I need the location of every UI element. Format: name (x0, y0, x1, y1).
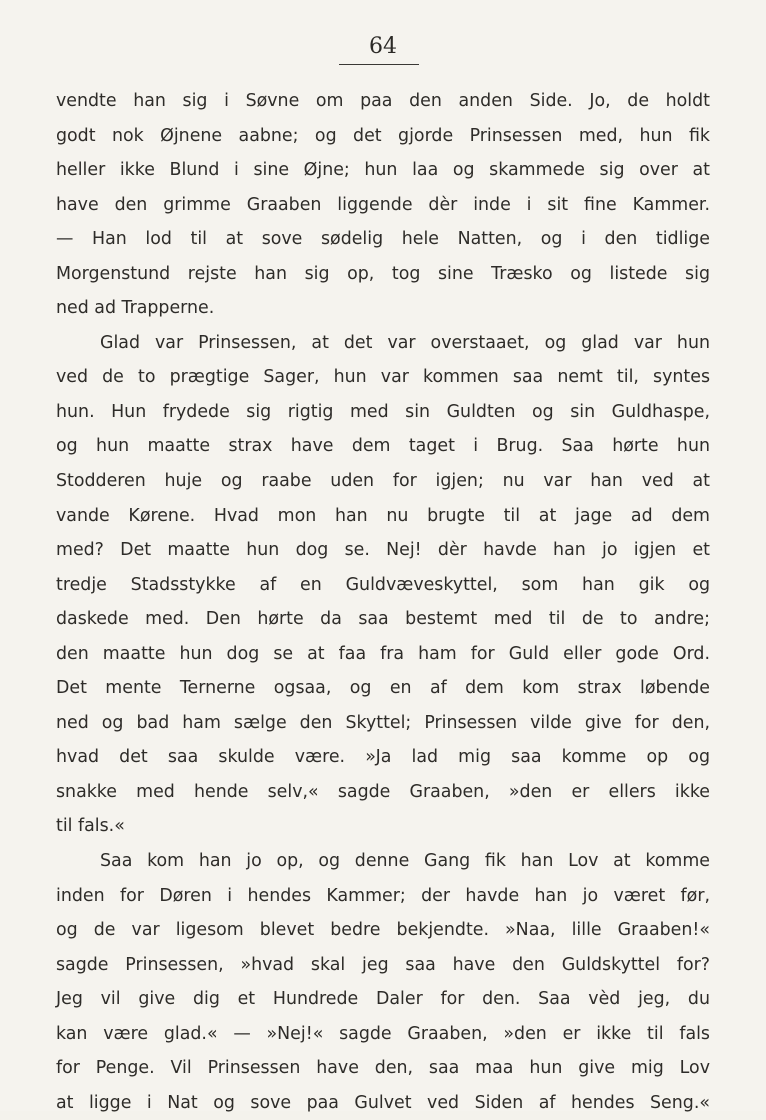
text-line: godt nok Øjnene aabne; og det gjorde Prinsessen med, hun fik (56, 125, 710, 146)
text-line: ved de to prægtige Sager, hun var kommen saa nemt til, syntes (56, 367, 710, 388)
text-line: vande Kørene. Hvad mon han nu brugte til at jage ad dem (56, 505, 710, 526)
text-line: hvad det saa skulde være. »Ja lad mig saa komme op og (56, 747, 710, 768)
text-line: heller ikke Blund i sine Øjne; hun laa og skammede sig over at (56, 160, 710, 181)
text-line: til fals.« (56, 816, 125, 837)
text-line: sagde Prinsessen, »hvad skal jeg saa have den Guldskyttel for? (56, 954, 710, 975)
body-text (56, 84, 710, 1120)
text-line: tredje Stadsstykke af en Guldvæveskyttel, som han gik og (56, 574, 710, 595)
text-line: Jeg vil give dig et Hundrede Daler for den. Saa vèd jeg, du (56, 989, 710, 1010)
text-line: Saa kom han jo op, og denne Gang fik han Lov at komme (100, 851, 710, 872)
text-line: inden for Døren i hendes Kammer; der havde han jo været før, (56, 885, 710, 906)
text-line: ned og bad ham sælge den Skyttel; Prinsessen vilde give for den, (56, 712, 710, 733)
text-line: Morgenstund rejste han sig op, tog sine Træsko og listede sig (56, 263, 710, 284)
text-line: og hun maatte strax have dem taget i Brug. Saa hørte hun (56, 436, 710, 457)
text-line: hun. Hun frydede sig rigtig med sin Guldten og sin Guldhaspe, (56, 401, 710, 422)
text-line: vendte han sig i Søvne om paa den anden Side. Jo, de holdt (56, 91, 710, 111)
text-line: — Han lod til at sove sødelig hele Natten, og i den tidlige (56, 229, 710, 250)
text-line: kan være glad.« — »Nej!« sagde Graaben, »den er ikke til fals (56, 1023, 710, 1044)
text-line: og de var ligesom blevet bedre bekjendte. »Naa, lille Graaben!« (56, 920, 710, 941)
page-number-rule (339, 64, 419, 65)
text-line: at ligge i Nat og sove paa Gulvet ved Siden af hendes Seng.« (56, 1092, 710, 1113)
text-line: Stodderen huje og raabe uden for igjen; nu var han ved at (56, 471, 710, 492)
text-line: for Penge. Vil Prinsessen have den, saa maa hun give mig Lov (56, 1058, 710, 1079)
text-line: Det mente Ternerne ogsaa, og en af dem kom strax løbende (56, 678, 710, 699)
text-line: snakke med hende selv,« sagde Graaben, »den er ellers ikke (56, 781, 710, 802)
text-line: daskede med. Den hørte da saa bestemt med til de to andre; (56, 609, 710, 630)
page-number: 64 (369, 34, 397, 59)
text-line: med? Det maatte hun dog se. Nej! dèr havde han jo igjen et (56, 540, 710, 561)
text-line: den maatte hun dog se at faa fra ham for Guld eller gode Ord. (56, 643, 710, 664)
text-line: have den grimme Graaben liggende dèr inde i sit fine Kammer. (56, 194, 710, 215)
text-line: ned ad Trapperne. (56, 298, 215, 319)
text-line: Glad var Prinsessen, at det var overstaaet, og glad var hun (100, 332, 710, 353)
